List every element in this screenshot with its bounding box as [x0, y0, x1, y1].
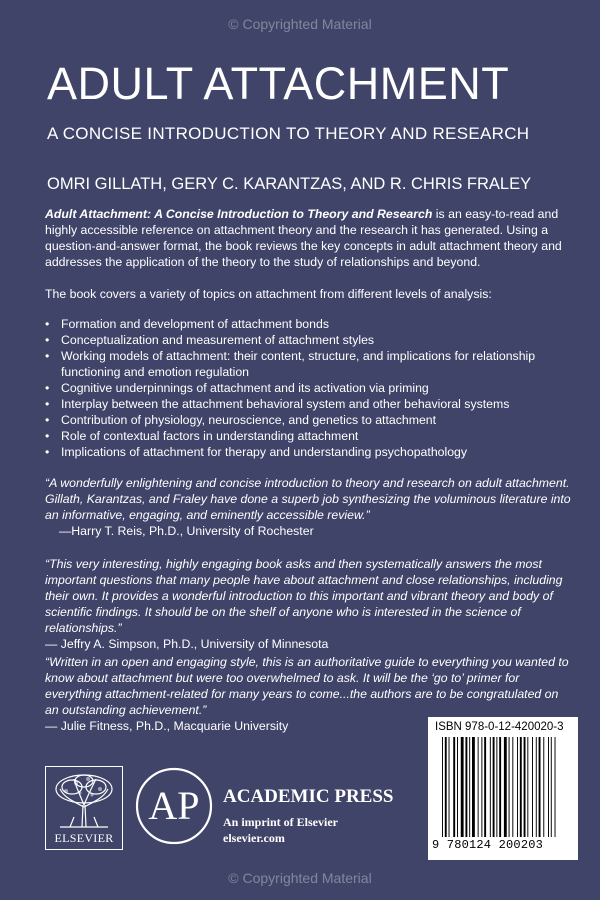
barcode-bar	[543, 737, 544, 837]
barcode-bar	[465, 737, 467, 837]
endorsement-reis	[45, 475, 575, 539]
barcode-bar	[536, 737, 537, 837]
topic-item: • Conceptualization and measurement of attachment styles	[45, 332, 575, 348]
endorsement-text: “This very interesting, highly engaging book asks and then systematically answers the most important questions that many people have about attachment and close relationships, including their own. It provides a wonderful introduction to this important and vibrant theory and body of scientific findings. It should be on the shelf of anyone who is interested in the science of relationships.”	[45, 557, 563, 635]
endorsement-attribution: —Harry T. Reis, Ph.D., University of Rochester	[59, 524, 314, 538]
book-authors: OMRI GILLATH, GERY C. KARANTZAS, AND R. CHRIS FRALEY	[47, 175, 532, 193]
barcode-bar	[509, 737, 510, 837]
barcode-bar	[539, 737, 541, 837]
endorsement-attribution: — Julie Fitness, Ph.D., Macquarie University	[45, 719, 289, 733]
barcode-bar	[449, 737, 450, 837]
topic-item: • Interplay between the attachment behavioral system and other behavioral systems	[45, 396, 575, 412]
intro-paragraph	[45, 206, 570, 270]
barcode-bar	[527, 737, 528, 837]
barcode-bar	[493, 737, 495, 837]
barcode-bar	[457, 737, 458, 837]
watermark-bottom: © Copyrighted Material	[228, 870, 372, 886]
barcode-bar	[548, 737, 549, 837]
barcode-bar	[481, 737, 482, 837]
watermark-top: © Copyrighted Material	[228, 16, 372, 32]
barcode-bar	[472, 737, 475, 837]
intro-book-title: Adult Attachment: A Concise Introduction to Theory and Research	[45, 207, 433, 221]
barcode-digits: 9 780124 200203	[432, 838, 544, 852]
topics-list	[45, 316, 575, 460]
topics-intro: The book covers a variety of topics on attachment from different levels of analysis:	[45, 287, 492, 301]
topic-item: • Contribution of physiology, neuroscience, and genetics to attachment	[45, 412, 575, 428]
elsevier-logo	[45, 766, 123, 850]
barcode-bar	[532, 737, 533, 837]
topic-item: • Cognitive underpinnings of attachment and its activation via priming	[45, 380, 575, 396]
endorsement-text: “Written in an open and engaging style, this is an authoritative guide to everything you wanted to know about attachment but were too overwhelmed to ask. It will be the ‘go to’ primer for everything attachment-related for many years to come...the authors are to be congratulated on an outstanding achievement.”	[45, 655, 569, 717]
barcode-bar	[478, 737, 479, 837]
barcode-bar	[442, 737, 443, 837]
barcode-panel	[428, 717, 578, 860]
barcode-bar	[517, 737, 518, 837]
barcode-bar	[484, 737, 486, 837]
academic-press-name: ACADEMIC PRESS	[223, 786, 394, 807]
barcode-bar	[551, 737, 552, 837]
barcode-bar	[524, 737, 526, 837]
ap-monogram: AP	[148, 783, 200, 828]
barcode-bar	[461, 737, 464, 837]
barcode-bar	[504, 737, 507, 837]
barcode-bar	[512, 737, 513, 837]
book-title: ADULT ATTACHMENT	[47, 58, 510, 109]
barcode-bar	[555, 737, 556, 837]
intro-text: is an easy-to-read and highly accessible reference on attachment theory and the research it has generated. Using a question-and-answer format, the book reviews the key concepts in adult attachment theory and addresses the application of the theory to the study of relationships and beyond.	[45, 207, 562, 269]
barcode-bar	[469, 737, 470, 837]
barcode-bar	[445, 737, 447, 837]
endorsement-simpson	[45, 556, 575, 652]
barcode-bar	[453, 737, 455, 837]
academic-press-logo	[134, 766, 214, 846]
barcode-icon	[442, 737, 572, 837]
elsevier-wordmark: ELSEVIER	[54, 831, 114, 845]
barcode-bar	[499, 737, 501, 837]
isbn-number: ISBN 978-0-12-420020-3	[435, 721, 564, 733]
topic-item: • Implications of attachment for therapy and understanding psychopathology	[45, 444, 575, 460]
endorsement-attribution: — Jeffry A. Simpson, Ph.D., University of Minnesota	[45, 637, 329, 651]
topic-item: • Formation and development of attachment bonds	[45, 316, 575, 332]
topic-item: • Working models of attachment: their content, structure, and implications for relationship functioning and emotion regulation	[45, 348, 575, 380]
endorsement-text: “A wonderfully enlightening and concise introduction to theory and research on adult attachment. Gillath, Karantzas, and Fraley have done a superb job synthesizing the voluminous literature into an informative, engaging, and eminently accessible review.”	[45, 476, 571, 522]
barcode-bar	[496, 737, 497, 837]
topic-item: • Role of contextual factors in understanding attachment	[45, 428, 575, 444]
barcode-bar	[490, 737, 491, 837]
publisher-website: elsevier.com	[223, 831, 285, 845]
book-subtitle: A CONCISE INTRODUCTION TO THEORY AND RESEARCH	[47, 124, 530, 143]
imprint-text: An imprint of Elsevier	[223, 815, 338, 829]
elsevier-tree-icon	[52, 771, 116, 829]
barcode-bar	[520, 737, 522, 837]
